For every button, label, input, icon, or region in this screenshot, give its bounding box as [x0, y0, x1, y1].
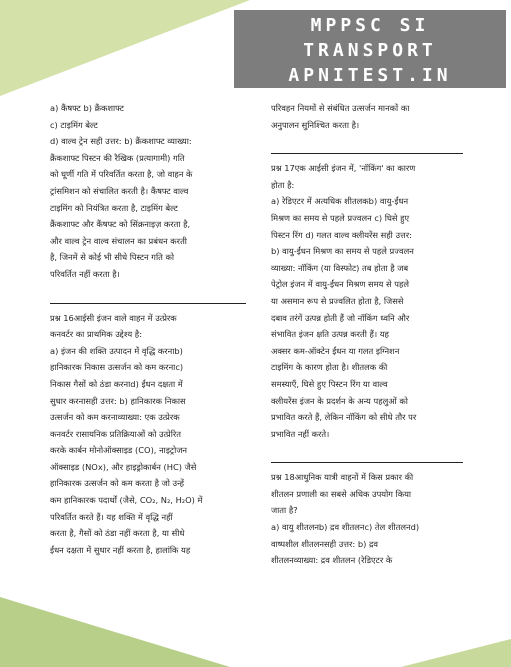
- question-16-tail: परिवहन नियमों से संबंधित उत्सर्जन मानकों का अनुपालन सुनिश्चित करता है।: [271, 103, 410, 130]
- divider: [271, 153, 463, 154]
- question-16: प्रश्न 16आईसी इंजन वाले वाहन में उत्प्रेरक कनवर्टर का प्राथमिक उद्देश्य है: a) इंजन की शक्ति उत्पादन में वृद्धि करनाb) हानिकारक निकास उत्सर्जन को कम करनाc) निकास गैसों को ठंडा करनाd) ईंधन दक्षता में सुधार करनासही उत्तर: b) हानिकारक निकास उत्सर्जन को कम करनाव्याख्या: एक उत्प्रेरक कनवर्टर रासायनिक प्रतिक्रियाओं को उत्प्रेरित करके कार्बन मोनोऑक्साइड (CO), नाइट्रोजन ऑक्साइड (NOx), और हाइड्रोकार्बन (HC) जैसे हानिकारक उत्सर्जन को कम करता है जो उन्हें कम हानिकारक पदार्थों (जैसे, CO₂, N₂, H₂O) में परिवर्तित करते हैं। यह शक्ति में वृद्धि नहीं करता है, गैसों को ठंडा नहीं करता है, या सीधे ईंधन दक्षता में सुधार नहीं करता है, हालांकि यह: [50, 312, 203, 555]
- left-column: [50, 100, 246, 558]
- header-line-1: MPPSC SI: [310, 15, 430, 36]
- spacer: [271, 442, 463, 454]
- bottom-right-green-accent: [401, 639, 511, 667]
- header-banner: [234, 10, 506, 88]
- spacer: [50, 283, 246, 295]
- bottom-left-green-accent: [0, 597, 230, 667]
- divider: [271, 462, 463, 463]
- header-line-2: TRANSPORT: [303, 40, 437, 61]
- right-column: [271, 100, 463, 569]
- question-15-answer: a) कैंषफ्ट b) क्रैंकशाफ्ट c) टाइमिंग बेल्ट d) वाल्व ट्रेन सही उत्तर: b) क्रैंकशाफ्ट व्याख्या: क्रैंकशाफ्ट पिस्टन की रैखिक (प्रत्यागामी) गति को घूर्णी गति में परिवर्तित करता है, जो वाहन के ट्रांसमिशन को संचालित करती है। कैंषफ्ट वाल्व टाइमिंग को नियंत्रित करता है, टाइमिंग बेल्ट क्रैंकशाफ्ट और कैंषफ्ट को सिंक्रनाइज़ करता है, और वाल्व ट्रेन वाल्व संचालन का प्रबंधन करती है, जिनमें से कोई भी सीधे पिस्टन गति को परिवर्तित नहीं करता है।: [50, 103, 193, 279]
- divider: [50, 303, 246, 304]
- question-17: प्रश्न 17एक आईसी इंजन में, 'नॉकिंग' का कारण होता है: a) रेडिएटर में अत्यधिक शीतलकb) वायु-ईंधन मिश्रण का समय से पहले प्रज्वलन c) घिसे हुए पिस्टन रिंग d) गलत वाल्व क्लीयरेंस सही उत्तर: b) वायु-ईंधन मिश्रण का समय से पहले प्रज्वलन व्याख्या: नॉकिंग (या विस्फोट) तब होता है जब पेट्रोल इंजन में वायु-ईंधन मिश्रण समय से पहले या असमान रूप से प्रज्वलित होता है, जिससे दबाव तरंगें उत्पन्न होती हैं जो नॉकिंग ध्वनि और संभावित इंजन क्षति उत्पन्न करती हैं। यह अक्सर कम-ऑक्टेन ईंधन या गलत इग्निशन टाइमिंग के कारण होता है। शीतलक की समस्याएँ, घिसे हुए पिस्टन रिंग या वाल्व क्लीयरेंस इंजन के प्रदर्शन के अन्य पहलुओं को प्रभावित करते हैं, लेकिन नॉकिंग को सीधे तौर पर प्रभावित नहीं करते।: [271, 163, 417, 439]
- spacer: [271, 133, 463, 145]
- top-left-green-accent: [0, 0, 250, 96]
- header-line-3: APNITEST.IN: [288, 65, 452, 86]
- question-18: प्रश्न 18आधुनिक यात्री वाहनों में किस प्रकार की शीतलन प्रणाली का सबसे अधिक उपयोग किया जाता है? a) वायु शीतलनb) द्रव शीतलनc) तेल शीतलनd) वाष्पशील शीतलनसही उत्तर: b) द्रव शीतलनव्याख्या: द्रव शीतलन (रेडिएटर के: [271, 472, 420, 566]
